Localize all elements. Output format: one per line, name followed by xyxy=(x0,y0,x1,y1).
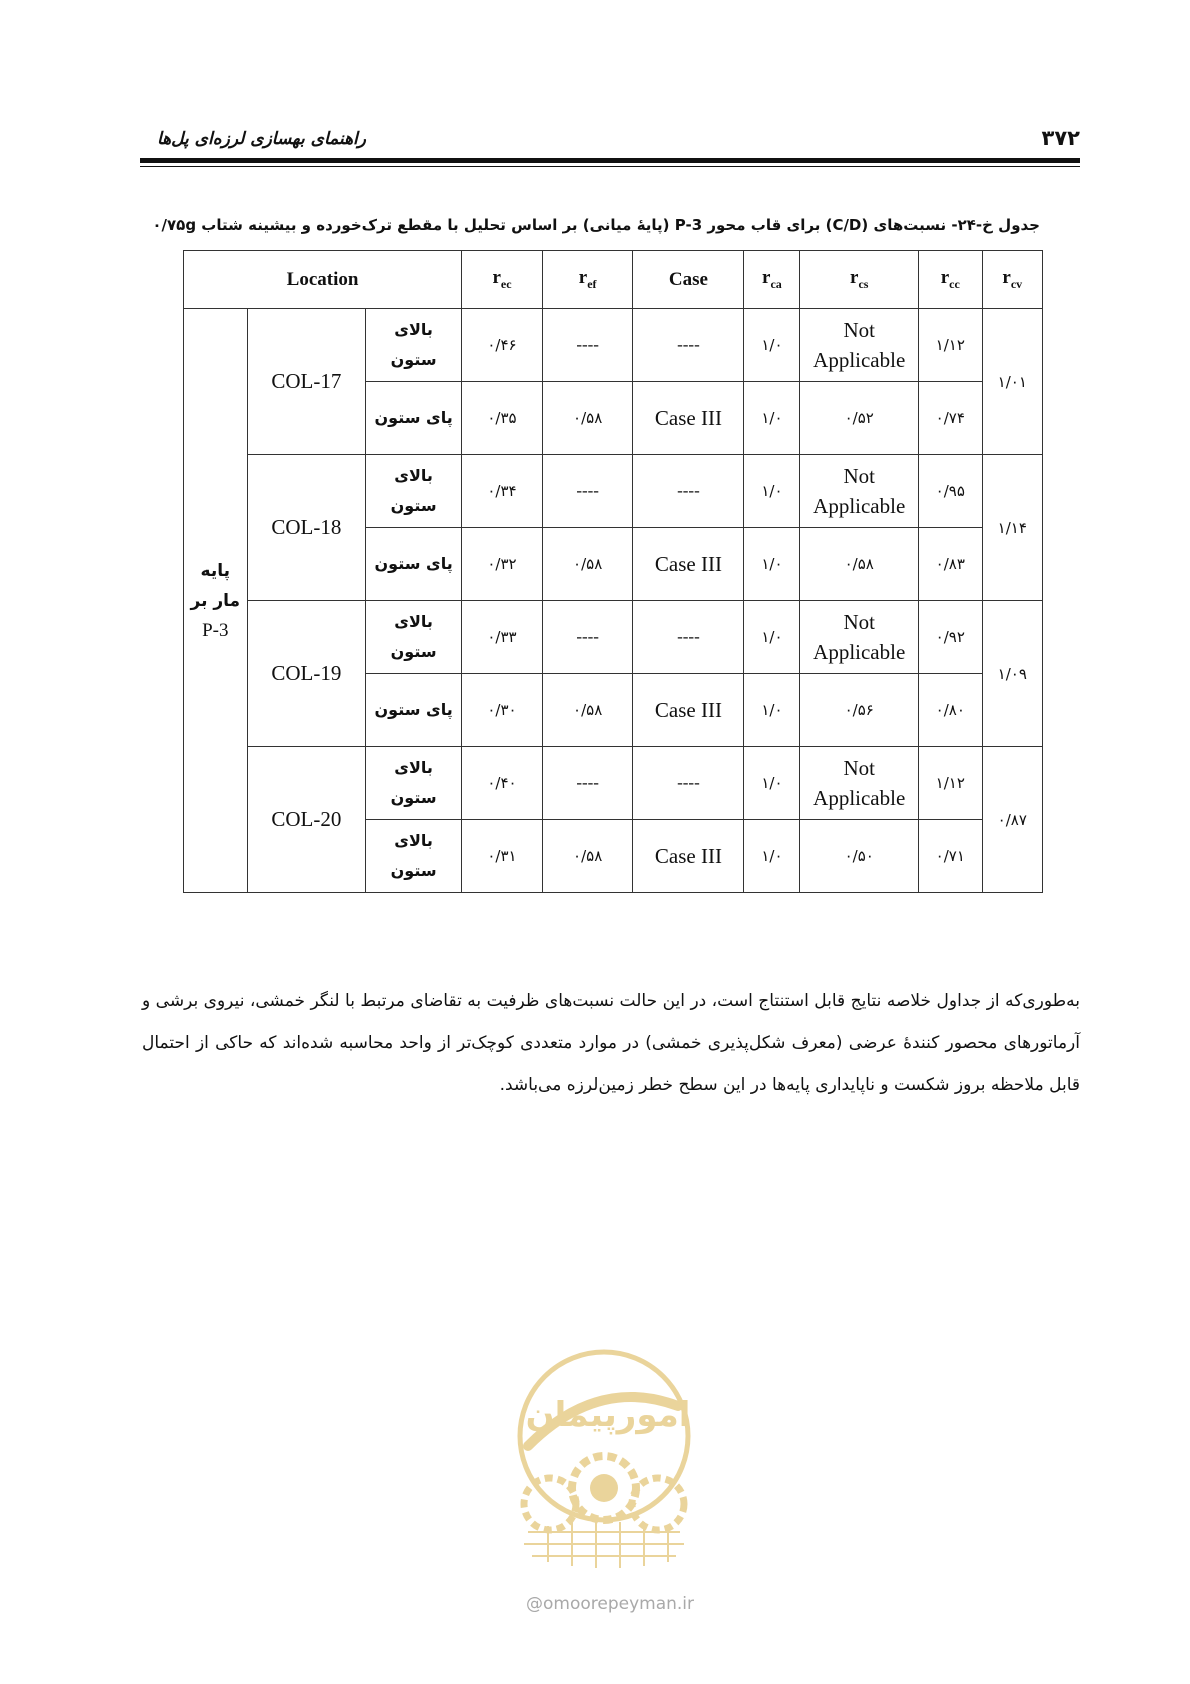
rec-cell: ۰/۴۶ xyxy=(462,309,543,382)
column-name-cell: COL-17 xyxy=(247,309,366,455)
rcc-cell: ۰/۹۵ xyxy=(919,455,983,528)
case-cell: Case III xyxy=(633,820,744,893)
rca-cell: ۱/۰ xyxy=(744,455,800,528)
ref-cell: ---- xyxy=(542,747,633,820)
rec-cell: ۰/۳۲ xyxy=(462,528,543,601)
rcc-cell: ۱/۱۲ xyxy=(919,747,983,820)
header-ref: $r_{ef}$ xyxy=(542,251,633,309)
watermark-logo-icon xyxy=(488,1336,720,1576)
rec-cell: ۰/۳۳ xyxy=(462,601,543,674)
rca-cell: ۱/۰ xyxy=(744,601,800,674)
header-case: Case xyxy=(633,251,744,309)
column-name-cell: COL-19 xyxy=(247,601,366,747)
header-location: Location xyxy=(184,251,462,309)
ref-cell: ---- xyxy=(542,309,633,382)
table-row xyxy=(184,455,1043,528)
table-body xyxy=(184,309,1043,893)
case-cell: ---- xyxy=(633,601,744,674)
running-title: راهنمای بهسازی لرزه‌ای پل‌ها xyxy=(157,129,366,149)
position-cell: بالای ستون xyxy=(366,455,462,528)
rcc-cell: ۰/۸۰ xyxy=(919,674,983,747)
position-cell: بالای ستون xyxy=(366,747,462,820)
case-cell: Case III xyxy=(633,674,744,747)
ref-cell: ۰/۵۸ xyxy=(542,382,633,455)
header-rcc: $r_{cc}$ xyxy=(919,251,983,309)
header-rca: $r_{ca}$ xyxy=(744,251,800,309)
rcs-cell: ۰/۵۸ xyxy=(800,528,919,601)
rcc-cell: ۰/۷۴ xyxy=(919,382,983,455)
ref-cell: ---- xyxy=(542,601,633,674)
position-cell: پای ستون xyxy=(366,382,462,455)
position-cell: بالای ستون xyxy=(366,309,462,382)
rcs-cell: Not Applicable xyxy=(800,601,919,674)
header-rcs: $r_{cs}$ xyxy=(800,251,919,309)
rca-cell: ۱/۰ xyxy=(744,382,800,455)
watermark-url: @omoorepeyman.ir xyxy=(525,1594,695,1614)
position-cell: بالای ستون xyxy=(366,601,462,674)
table-row xyxy=(184,309,1043,382)
table-header-row xyxy=(184,251,1043,309)
page-number: ۳۷۲ xyxy=(1041,126,1080,150)
rcc-cell: ۰/۸۳ xyxy=(919,528,983,601)
case-cell: ---- xyxy=(633,747,744,820)
header-rule-thick xyxy=(140,158,1080,163)
rca-cell: ۱/۰ xyxy=(744,747,800,820)
table-row xyxy=(184,747,1043,820)
rec-cell: ۰/۳۵ xyxy=(462,382,543,455)
rcs-cell: Not Applicable xyxy=(800,747,919,820)
position-cell: پای ستون xyxy=(366,528,462,601)
group-label-pier-id: P-3 xyxy=(202,619,229,641)
rec-cell: ۰/۳۱ xyxy=(462,820,543,893)
rcc-cell: ۱/۱۲ xyxy=(919,309,983,382)
rca-cell: ۱/۰ xyxy=(744,674,800,747)
case-cell: ---- xyxy=(633,309,744,382)
column-name-cell: COL-20 xyxy=(247,747,366,893)
table-row xyxy=(184,601,1043,674)
rcs-cell: Not Applicable xyxy=(800,455,919,528)
rca-cell: ۱/۰ xyxy=(744,528,800,601)
body-paragraph: به‌طوری‌که از جداول خلاصه نتایج قابل استنتاج است، در این حالت نسبت‌های ظرفیت به تقاضای مرتبط با لنگر خمشی، نیروی برشی و آرماتورهای محصور کنندهٔ عرضی (معرف شکل‌پذیری خمشی) در موارد متعددی کوچک‌تر از واحد محاسبه شده‌اند که حاکی از احتمال قابل ملاحظه بروز شکست و ناپایداری پایه‌ها در این سطح خطر زمین‌لرزه می‌باشد. xyxy=(142,991,1080,1095)
ref-cell: ۰/۵۸ xyxy=(542,528,633,601)
rcv-cell: ۱/۰۹ xyxy=(982,601,1042,747)
rcc-cell: ۰/۷۱ xyxy=(919,820,983,893)
position-cell: بالای ستون xyxy=(366,820,462,893)
rcs-cell: Not Applicable xyxy=(800,309,919,382)
group-label-line1: پایه xyxy=(200,560,231,581)
header-rec: $r_{ec}$ xyxy=(462,251,543,309)
ref-cell: ۰/۵۸ xyxy=(542,674,633,747)
rca-cell: ۱/۰ xyxy=(744,820,800,893)
rcs-cell: ۰/۵۲ xyxy=(800,382,919,455)
table-caption: جدول خ-۲۴- نسبت‌های (C/D) برای قاب محور P-3 (پایهٔ میانی) بر اساس تحلیل با مقطع ترک‌خورده و بیشینه شتاب ۰/۷۵g xyxy=(152,216,1040,234)
case-cell: ---- xyxy=(633,455,744,528)
ref-cell: ۰/۵۸ xyxy=(542,820,633,893)
page-header xyxy=(140,126,1080,166)
rec-cell: ۰/۴۰ xyxy=(462,747,543,820)
ref-cell: ---- xyxy=(542,455,633,528)
rcv-cell: ۱/۰۱ xyxy=(982,309,1042,455)
rcv-cell: ۱/۱۴ xyxy=(982,455,1042,601)
cd-ratio-table xyxy=(183,250,1043,893)
header-rcv: $r_{cv}$ xyxy=(982,251,1042,309)
group-label-cell xyxy=(184,309,248,893)
rcs-cell: ۰/۵۶ xyxy=(800,674,919,747)
rcv-cell: ۰/۸۷ xyxy=(982,747,1042,893)
rec-cell: ۰/۳۰ xyxy=(462,674,543,747)
rca-cell: ۱/۰ xyxy=(744,309,800,382)
rec-cell: ۰/۳۴ xyxy=(462,455,543,528)
case-cell: Case III xyxy=(633,528,744,601)
header-rule-thin xyxy=(140,166,1080,167)
case-cell: Case III xyxy=(633,382,744,455)
rcs-cell: ۰/۵۰ xyxy=(800,820,919,893)
column-name-cell: COL-18 xyxy=(247,455,366,601)
watermark-logo-text: امورپیمان xyxy=(525,1395,691,1435)
rcc-cell: ۰/۹۲ xyxy=(919,601,983,674)
group-label-line2: مار بر xyxy=(190,590,241,611)
position-cell: پای ستون xyxy=(366,674,462,747)
